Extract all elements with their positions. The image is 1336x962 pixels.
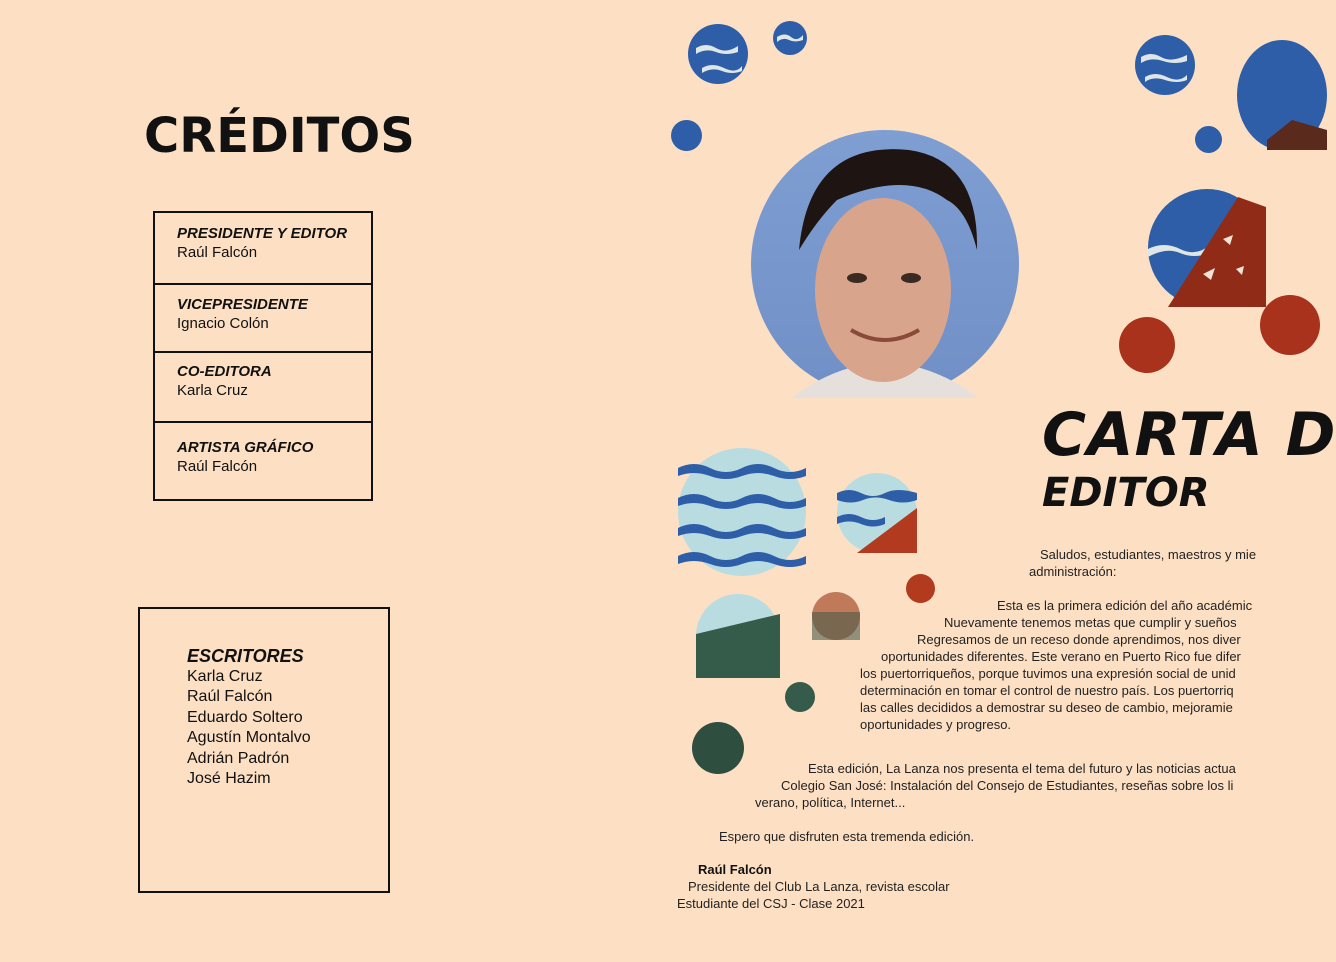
decorative-orb bbox=[906, 574, 935, 603]
decorative-orb bbox=[692, 722, 744, 774]
letter-line: Esta es la primera edición del año académic bbox=[997, 598, 1253, 613]
decorative-orb bbox=[1260, 295, 1320, 355]
credit-cell-president bbox=[155, 213, 371, 285]
writer-item: Adrián Padrón bbox=[187, 749, 290, 767]
credit-name: Karla Cruz bbox=[177, 382, 248, 399]
writers-title: ESCRITORES bbox=[187, 646, 304, 666]
decorative-orb bbox=[1119, 317, 1175, 373]
credit-role: VICEPRESIDENTE bbox=[177, 296, 308, 313]
credit-cell-vicepresident bbox=[155, 285, 371, 353]
credit-role: ARTISTA GRÁFICO bbox=[177, 439, 314, 456]
editor-photo bbox=[751, 130, 1019, 398]
writers-box bbox=[138, 607, 390, 893]
signature-name: Raúl Falcón bbox=[698, 862, 772, 877]
letter-line: Esta edición, La Lanza nos presenta el tema del futuro y las noticias actua bbox=[808, 761, 1236, 776]
signature-class: Estudiante del CSJ - Clase 2021 bbox=[677, 896, 865, 911]
decorative-orb bbox=[1148, 189, 1266, 307]
writer-item: José Hazim bbox=[187, 770, 271, 788]
decorative-orb bbox=[688, 24, 748, 84]
decorative-orb bbox=[696, 594, 780, 678]
letter-line: determinación en tomar el control de nuestro país. Los puertorriq bbox=[860, 683, 1234, 698]
writer-item: Karla Cruz bbox=[187, 668, 263, 685]
credits-table bbox=[153, 211, 373, 501]
letter-line: Saludos, estudiantes, maestros y mie bbox=[1040, 547, 1257, 562]
credit-name: Raúl Falcón bbox=[177, 458, 258, 475]
decorative-orb bbox=[1237, 40, 1327, 150]
letter-line: Espero que disfruten esta tremenda edición. bbox=[719, 829, 975, 844]
decorative-orb bbox=[837, 473, 917, 553]
letter-line: las calles decididos a demostrar su deseo de cambio, mejoramie bbox=[860, 700, 1233, 715]
decorative-orb bbox=[671, 120, 702, 151]
decorative-orb bbox=[773, 21, 807, 55]
letter-line: oportunidades diferentes. Este verano en Puerto Rico fue difer bbox=[881, 649, 1241, 664]
page-title: CRÉDITOS bbox=[144, 108, 415, 164]
letter-line: los puertorriqueños, porque tuvimos una expresión social de unid bbox=[860, 666, 1236, 681]
letter-line: Colegio San José: Instalación del Consejo de Estudiantes, reseñas sobre los li bbox=[781, 778, 1234, 793]
credit-cell-artist bbox=[155, 423, 371, 499]
letter-line: administración: bbox=[1029, 564, 1117, 579]
credit-name: Ignacio Colón bbox=[177, 315, 269, 332]
letter-line: verano, política, Internet... bbox=[755, 795, 906, 810]
decorative-orb bbox=[1135, 35, 1195, 95]
decorative-orb bbox=[678, 448, 806, 576]
decorative-orb bbox=[812, 592, 860, 640]
letter-line: Regresamos de un receso donde aprendimos, nos diver bbox=[917, 632, 1241, 647]
writer-item: Eduardo Soltero bbox=[187, 708, 303, 726]
letter-line: oportunidades y progreso. bbox=[860, 717, 1012, 732]
credit-name: Raúl Falcón bbox=[177, 244, 258, 261]
letter-title: CARTA D bbox=[1042, 400, 1336, 470]
decorative-orb bbox=[785, 682, 815, 712]
decorative-orb bbox=[1195, 126, 1222, 153]
credit-role: PRESIDENTE Y EDITOR bbox=[177, 225, 348, 242]
writer-item: Agustín Montalvo bbox=[187, 729, 311, 747]
writers-list bbox=[187, 667, 388, 789]
signature-role: Presidente del Club La Lanza, revista escolar bbox=[688, 879, 950, 894]
credit-role: CO-EDITORA bbox=[177, 363, 272, 380]
credit-cell-coeditor bbox=[155, 353, 371, 423]
letter-subtitle: EDITOR bbox=[1042, 470, 1210, 516]
letter-line: Nuevamente tenemos metas que cumplir y sueños bbox=[944, 615, 1237, 630]
writer-item: Raúl Falcón bbox=[187, 688, 273, 706]
